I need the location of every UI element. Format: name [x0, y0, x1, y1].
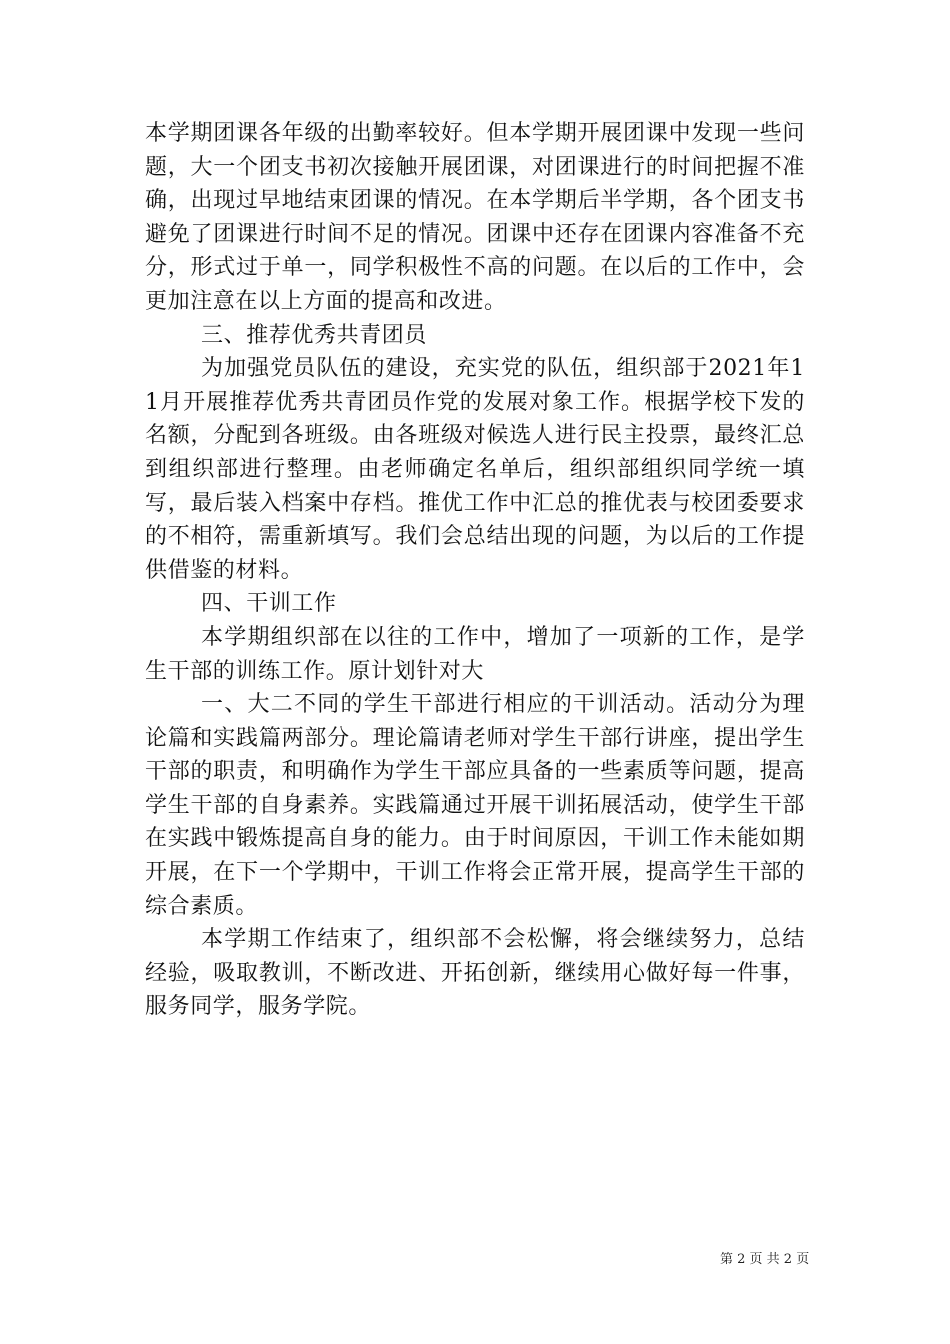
- paragraph-training-detail: 一、大二不同的学生干部进行相应的干训活动。活动分为理论篇和实践篇两部分。理论篇请老师对学生干部行讲座，提出学生干部的职责，和明确作为学生干部应具备的一些素质等问题，提高学生干部的自身素养。实践篇通过开展干训拓展活动，使学生干部在实践中锻炼提高自身的能力。由于时间原因，干训工作未能如期开展，在下一个学期中，干训工作将会正常开展，提高学生干部的综合素质。: [145, 692, 805, 919]
- heading-section-three: 三、推荐优秀共青团员: [201, 322, 428, 348]
- document-body: [145, 117, 805, 1024]
- paragraph-attendance: 本学期团课各年级的出勤率较好。但本学期开展团课中发现一些问题，大一个团支书初次接触开展团课，对团课进行的时间把握不准确，出现过早地结束团课的情况。在本学期后半学期，各个团支书避免了团课进行时间不足的情况。团课中还存在团课内容准备不充分，形式过于单一，同学积极性不高的问题。在以后的工作中，会更加注意在以上方面的提高和改进。: [145, 121, 805, 314]
- paragraph-conclusion: 本学期工作结束了，组织部不会松懈，将会继续努力，总结经验，吸取教训，不断改进、开拓创新，继续用心做好每一件事，服务同学，服务学院。: [145, 927, 805, 1020]
- heading-section-four: 四、干训工作: [201, 591, 337, 617]
- paragraph-recommendation: 为加强党员队伍的建设，充实党的队伍，组织部于2021年11月开展推荐优秀共青团员作党的发展对象工作。根据学校下发的名额，分配到各班级。由各班级对候选人进行民主投票，最终汇总到组织部进行整理。由老师确定名单后，组织部组织同学统一填写，最后装入档案中存档。推优工作中汇总的推优表与校团委要求的不相符，需重新填写。我们会总结出现的问题，为以后的工作提供借鉴的材料。: [145, 356, 805, 583]
- page-number-footer: 第 2 页 共 2 页: [720, 1252, 810, 1267]
- paragraph-training-intro: 本学期组织部在以往的工作中，增加了一项新的工作，是学生干部的训练工作。原计划针对大: [145, 624, 805, 684]
